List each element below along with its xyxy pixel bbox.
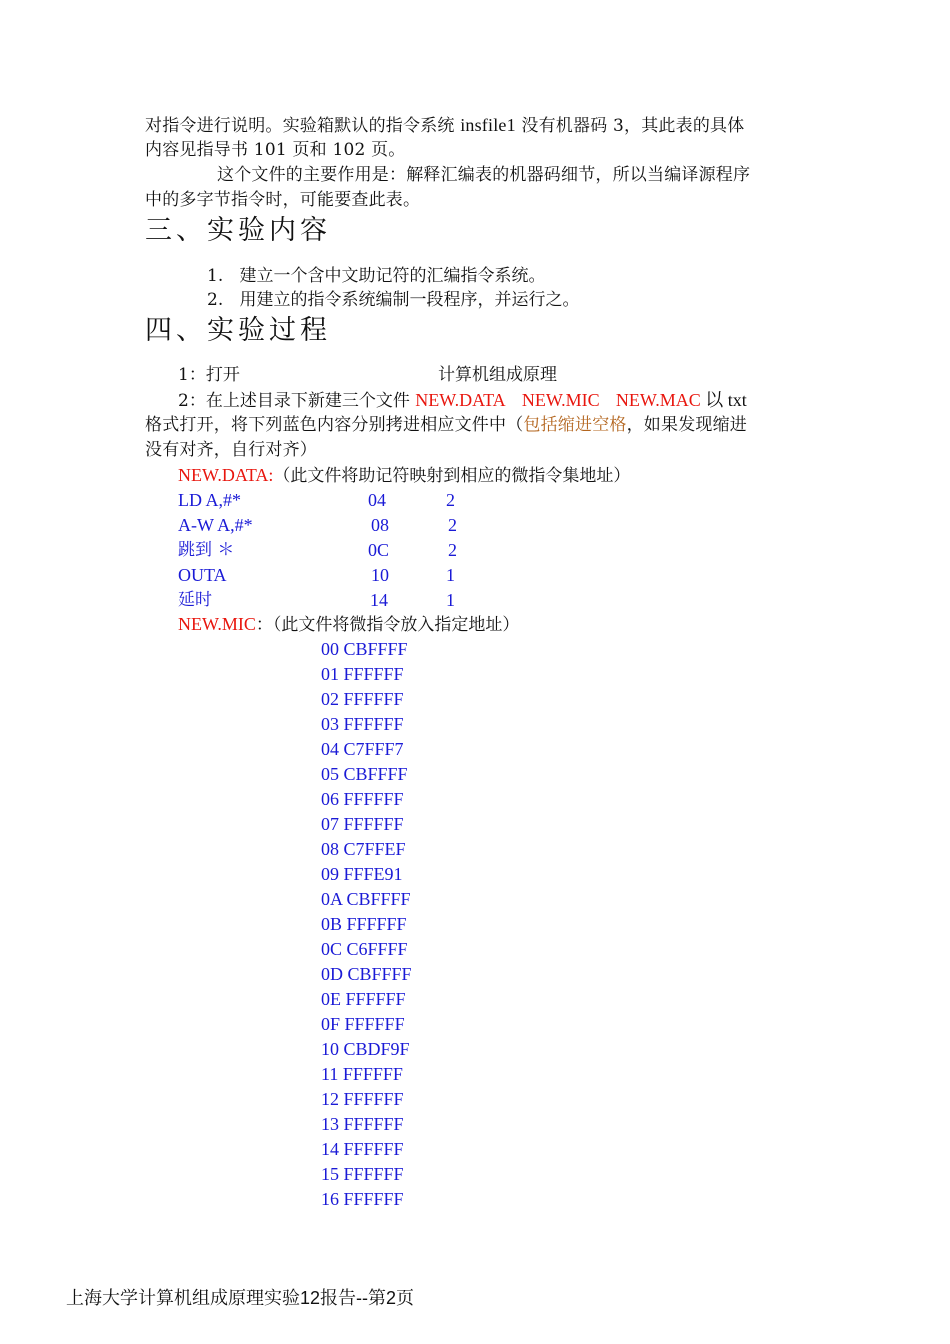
mic-line: 00 CBFFFF xyxy=(321,639,408,659)
list-item xyxy=(207,288,579,313)
step-text: 2：在上述目录下新建三个文件 xyxy=(178,391,416,411)
paragraph-text: 没有机器码 3，其此表的具体 xyxy=(515,116,745,136)
step-text: 以 txt xyxy=(700,390,747,410)
data-row-mnemonic: 延时 xyxy=(178,590,212,610)
mic-line: 0B FFFFFF xyxy=(321,914,407,934)
step-2-line-3: 没有对齐，自行对齐） xyxy=(145,440,317,460)
paragraph-1-line-1 xyxy=(145,113,807,138)
mic-line: 14 FFFFFF xyxy=(321,1139,404,1159)
mic-line: 08 C7FFEF xyxy=(321,839,406,859)
mic-line: 0D CBFFFF xyxy=(321,964,412,984)
data-row-length: 1 xyxy=(446,565,455,585)
paragraph-2-line-1: 这个文件的主要作用是：解释汇编表的机器码细节，所以当编译源程序 xyxy=(217,165,751,185)
data-row-mnemonic: A-W A,#* xyxy=(178,515,253,535)
data-row-mnemonic: LD A,#* xyxy=(178,490,241,510)
mic-line: 09 FFFE91 xyxy=(321,864,403,884)
list-text: 用建立的指令系统编制一段程序，并运行之。 xyxy=(239,290,580,310)
data-row-length: 2 xyxy=(448,540,457,560)
list-number: 1. xyxy=(207,266,224,286)
list-text: 建立一个含中文助记符的汇编指令系统。 xyxy=(239,266,546,286)
mic-line: 02 FFFFFF xyxy=(321,689,404,709)
mic-line: 03 FFFFFF xyxy=(321,714,404,734)
mic-line: 06 FFFFFF xyxy=(321,789,404,809)
mic-line: 04 C7FFF7 xyxy=(321,739,404,759)
list-number: 2. xyxy=(207,290,224,310)
data-row-length: 2 xyxy=(448,515,457,535)
mic-line: 0F FFFFFF xyxy=(321,1014,405,1034)
data-row-address: 0C xyxy=(368,540,390,560)
paragraph-1-line-2: 内容见指导书 101 页和 102 页。 xyxy=(145,140,406,160)
new-data-header xyxy=(178,463,630,488)
data-row-address: 04 xyxy=(368,490,386,510)
step-2-line-1 xyxy=(178,388,747,413)
new-mic-label: NEW.MIC xyxy=(178,614,256,634)
list-item xyxy=(207,264,545,289)
step-text: ，如果发现缩进 xyxy=(626,415,748,435)
file-name-new-mic: NEW.MIC xyxy=(521,390,600,410)
data-row-address: 10 xyxy=(371,565,389,585)
mic-line: 11 FFFFFF xyxy=(321,1064,403,1084)
instruction-file-name: insfile1 xyxy=(460,115,516,135)
step-2-line-2 xyxy=(145,413,807,438)
page-footer: 上海大学计算机组成原理实验12报告--第2页 xyxy=(66,1288,415,1308)
data-row-address: 14 xyxy=(370,590,388,610)
mic-line: 15 FFFFFF xyxy=(321,1164,404,1184)
data-row-mnemonic: OUTA xyxy=(178,565,227,585)
step-text: 格式打开，将下列蓝色内容分别拷进相应文件中（ xyxy=(145,415,524,435)
mic-line: 0C C6FFFF xyxy=(321,939,408,959)
new-mic-header xyxy=(178,612,519,637)
step-1-label: 1：打开 xyxy=(178,365,240,385)
mic-line: 0E FFFFFF xyxy=(321,989,406,1009)
file-name-new-data: NEW.DATA xyxy=(415,390,506,410)
new-data-label: NEW.DATA: xyxy=(178,465,274,485)
data-row-address: 08 xyxy=(371,515,389,535)
data-row-length: 2 xyxy=(446,490,455,510)
mic-line: 0A CBFFFF xyxy=(321,889,411,909)
section-4-heading: 四、实验过程 xyxy=(145,315,331,346)
paragraph-text: 对指令进行说明。实验箱默认的指令系统 xyxy=(145,116,461,136)
step-1-target: 计算机组成原理 xyxy=(438,365,557,385)
mic-line: 07 FFFFFF xyxy=(321,814,404,834)
mic-line: 05 CBFFFF xyxy=(321,764,408,784)
section-3-heading: 三、实验内容 xyxy=(145,215,331,246)
new-data-description: （此文件将助记符映射到相应的微指令集地址） xyxy=(273,466,631,486)
mic-line: 10 CBDF9F xyxy=(321,1039,410,1059)
mic-line: 01 FFFFFF xyxy=(321,664,404,684)
file-name-new-mac: NEW.MAC xyxy=(615,390,701,410)
mic-line: 16 FFFFFF xyxy=(321,1189,404,1209)
data-row-mnemonic: 跳到 ＊ xyxy=(178,540,235,560)
new-mic-description: ：（此文件将微指令放入指定地址） xyxy=(255,615,520,635)
mic-line: 12 FFFFFF xyxy=(321,1089,404,1109)
paragraph-2-line-2: 中的多字节指令时，可能要查此表。 xyxy=(145,190,421,210)
data-row-length: 1 xyxy=(446,590,455,610)
highlight-text: 包括缩进空格 xyxy=(523,415,627,435)
mic-line: 13 FFFFFF xyxy=(321,1114,404,1134)
